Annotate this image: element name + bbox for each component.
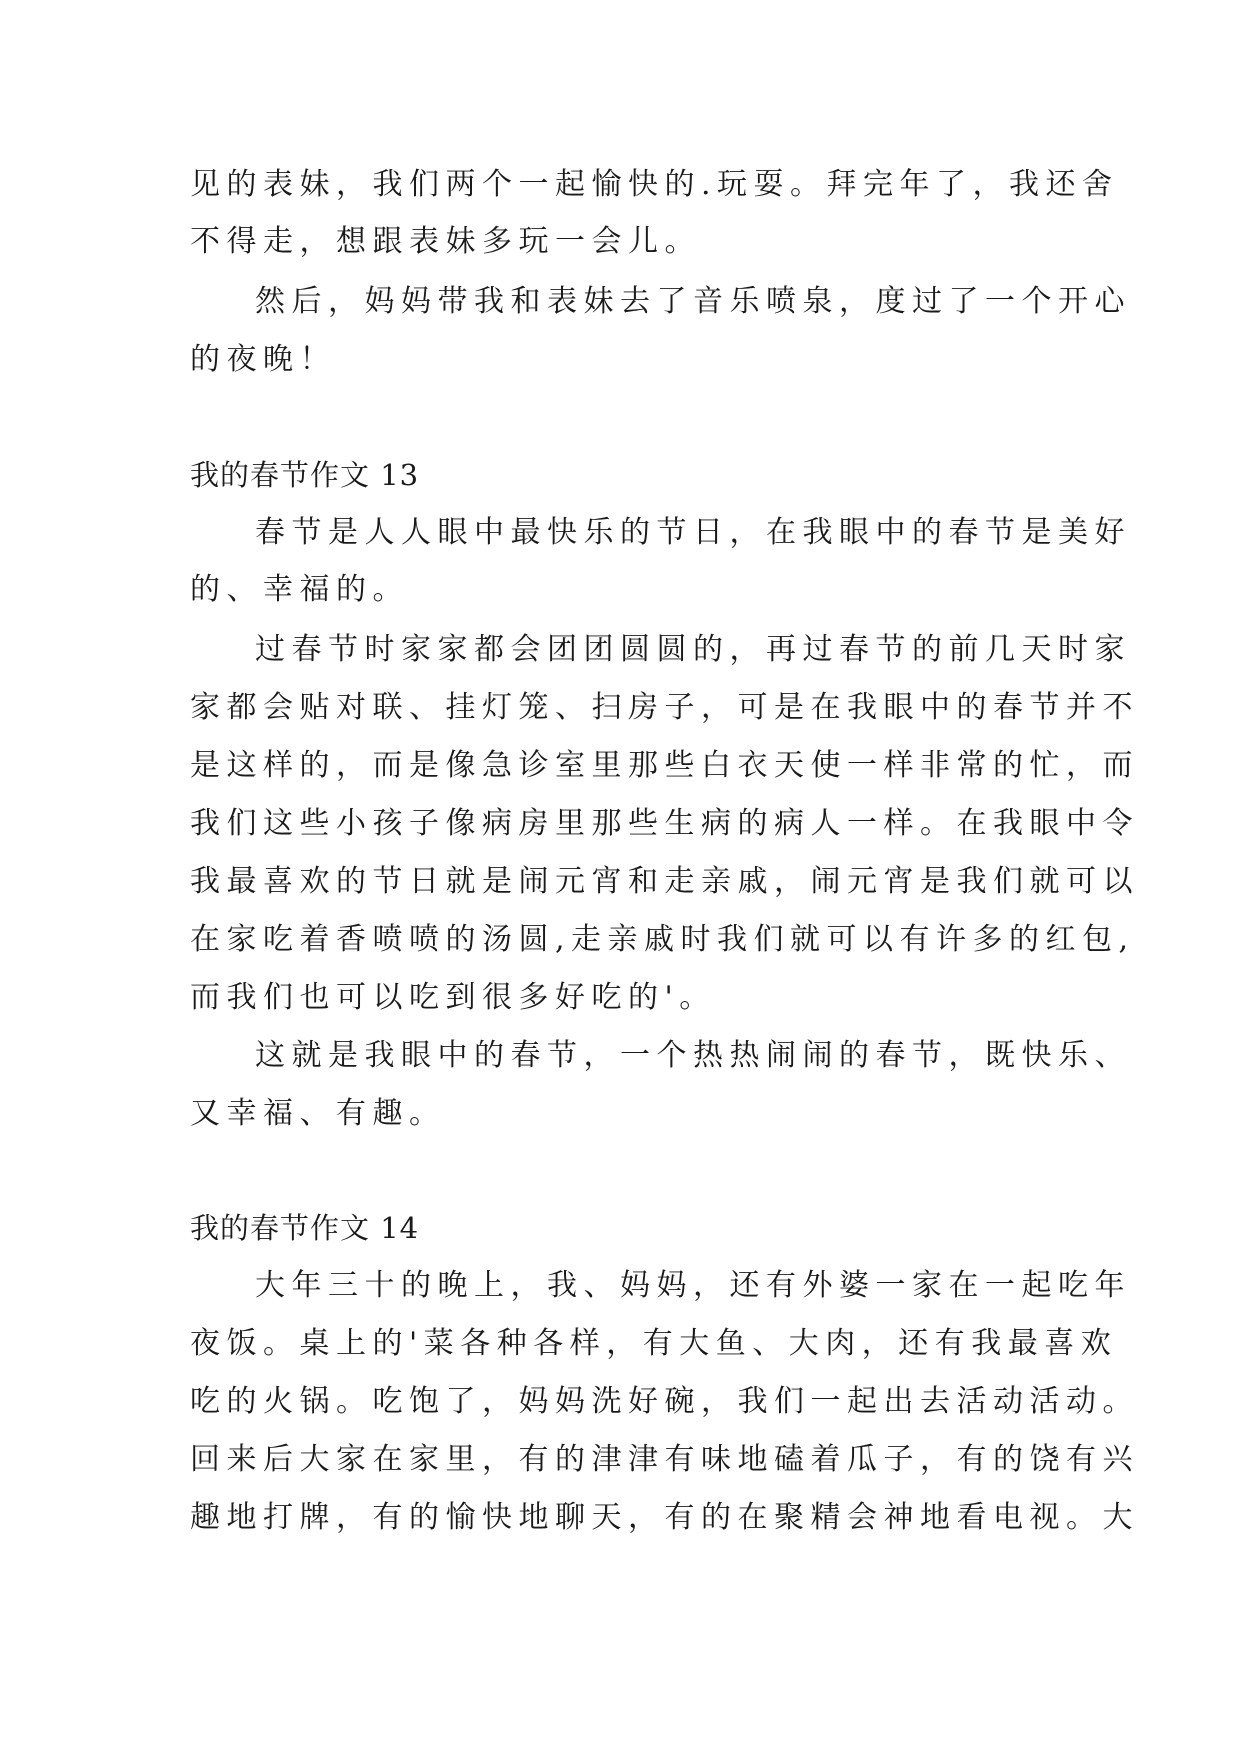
paragraph-line: 夜饭。桌上的'菜各种各样，有大鱼、大肉，还有我最喜欢: [190, 1326, 1118, 1361]
paragraph-line: 的、幸福的。: [190, 572, 409, 607]
paragraph-line: 是这样的，而是像急诊室里那些白衣天使一样非常的忙，而: [190, 748, 1139, 783]
paragraph-line: 而我们也可以吃到很多好吃的'。: [190, 980, 716, 1015]
paragraph-line: 大年三十的晚上，我、妈妈，还有外婆一家在一起吃年: [255, 1268, 1131, 1303]
paragraph-line: 我最喜欢的节日就是闹元宵和走亲戚，闹元宵是我们就可以: [190, 864, 1139, 899]
paragraph-line: 的夜晚！: [190, 342, 336, 377]
paragraph-line: 春节是人人眼中最快乐的节日，在我眼中的春节是美好: [255, 515, 1131, 550]
paragraph-line: 在家吃着香喷喷的汤圆,走亲戚时我们就可以有许多的红包,: [190, 922, 1135, 957]
paragraph-line: 家都会贴对联、挂灯笼、扫房子，可是在我眼中的春节并不: [190, 690, 1139, 725]
paragraph-line: 过春节时家家都会团团圆圆的，再过春节的前几天时家: [255, 632, 1131, 667]
paragraph-line: 然后，妈妈带我和表妹去了音乐喷泉，度过了一个开心: [255, 284, 1131, 319]
paragraph-line: 见的表妹，我们两个一起愉快的.玩耍。拜完年了，我还舍: [190, 167, 1119, 202]
paragraph-line: 吃的火锅。吃饱了，妈妈洗好碗，我们一起出去活动活动。: [190, 1384, 1139, 1419]
essay-13-title: 我的春节作文 13: [190, 458, 420, 492]
paragraph-line: 我们这些小孩子像病房里那些生病的病人一样。在我眼中令: [190, 806, 1139, 841]
paragraph-line: 这就是我眼中的春节，一个热热闹闹的春节，既快乐、: [255, 1038, 1131, 1073]
paragraph-line: 回来后大家在家里，有的津津有味地磕着瓜子，有的饶有兴: [190, 1442, 1139, 1477]
paragraph-line: 又幸福、有趣。: [190, 1096, 446, 1131]
paragraph-line: 不得走，想跟表妹多玩一会儿。: [190, 224, 701, 259]
essay-14-title: 我的春节作文 14: [190, 1211, 420, 1245]
paragraph-line: 趣地打牌，有的愉快地聊天，有的在聚精会神地看电视。大: [190, 1500, 1139, 1535]
